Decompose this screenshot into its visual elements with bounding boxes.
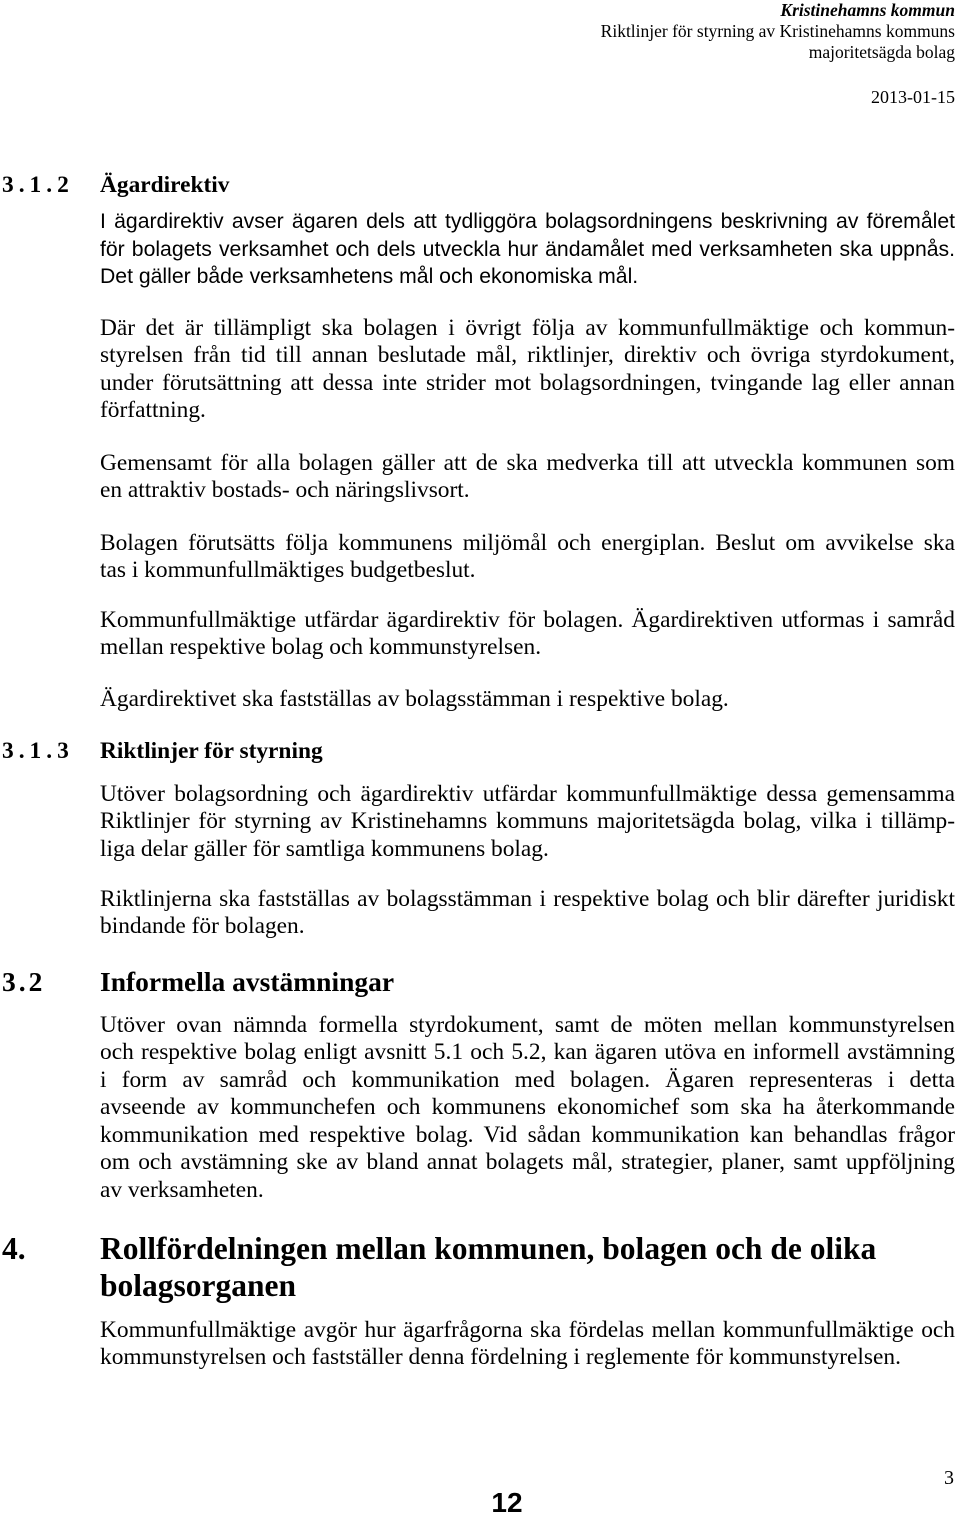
paragraph-line: om och avstämning ske av bland annat bolagets mål, strategier, planer, samt uppföljning [100, 1149, 955, 1176]
paragraph-line: kommunikation med respektive bolag. Vid sådan kommunikation kan behandlas frågor [100, 1121, 955, 1148]
paragraph-line: av verksamheten. [100, 1176, 264, 1203]
paragraph [100, 607, 955, 662]
section-heading: Riktlinjer för styrning [100, 738, 323, 764]
chapter-heading [100, 1230, 876, 1304]
paragraph-line: Gemensamt för alla bolagen gäller att de ska medverka till att utveckla kommunen som [100, 450, 955, 476]
paragraph-line: Ägardirektivet ska fastställas av bolagsstämman i respektive bolag. [100, 686, 729, 712]
paragraph-line: Riktlinjerna ska fastställas av bolagsstämman i respektive bolag och blir därefter juridiskt [100, 886, 955, 912]
paragraph [100, 781, 955, 863]
paragraph-line: kommunstyrelsen och fastställer denna fördelning i reglemente för kommunstyrelsen. [100, 1344, 901, 1371]
paragraph-line: författning. [100, 397, 206, 424]
paragraph-line: Kommunfullmäktige avgör hur ägarfrågorna ska fördelas mellan kommunfullmäktige och [100, 1317, 955, 1343]
paragraph [100, 450, 955, 505]
paragraph-line: Utöver bolagsordning och ägardirektiv utfärdar kommunfullmäktige dessa gemensamma [100, 781, 955, 807]
paragraph-line: en attraktiv bostads- och näringslivsort. [100, 477, 470, 504]
paragraph [100, 1317, 955, 1372]
chapter-heading-line: Rollfördelningen mellan kommunen, bolagen och de olika [100, 1231, 877, 1266]
paragraph-line: Riktlinjer för styrning av Kristinehamns kommuns majoritetsägda bolag, vilka i tillämp- [100, 808, 955, 835]
paragraph-line: Det gäller både verksamhetens mål och ekonomiska mål. [100, 265, 639, 288]
chapter-number: 4. [2, 1231, 26, 1266]
paragraph-line: liga delar gäller för samtliga kommunens bolag. [100, 835, 549, 862]
paragraph-line: och respektive bolag enligt avsnitt 5.1 och 5.2, kan ägaren utöva en informell avstämning [100, 1039, 955, 1066]
paragraph-line: under förutsättning att dessa inte strider mot bolagsordningen, tvingande lag eller annan [100, 369, 955, 396]
paragraph-line: för bolagets verksamhet och dels utveckla hur ändamålet med verksamheten ska uppnås. [100, 237, 955, 261]
paragraph [100, 1012, 955, 1204]
paragraph-line: avseende av kommunchefen och kommunens ekonomichef som ska ha återkommande [100, 1094, 955, 1121]
header-title-line: majoritetsägda bolag [808, 42, 955, 62]
paragraph-line: mellan respektive bolag och kommunstyrelsen. [100, 634, 542, 661]
section-number: 3.2 [2, 966, 46, 997]
paragraph-line: i form av samråd och kommunikation med bolagen. Ägaren representeras i detta [100, 1066, 955, 1093]
paragraph [100, 886, 955, 941]
paragraph [100, 208, 955, 291]
section-heading: Ägardirektiv [100, 172, 230, 198]
paragraph-line: styrelsen från tid till annan beslutade mål, riktlinjer, direktiv och övriga styrdokument, [100, 342, 955, 369]
section-number: 3.1.2 [2, 172, 74, 198]
paragraph [100, 530, 955, 585]
section-number: 3.1.3 [2, 738, 74, 764]
paragraph-line: Där det är tillämpligt ska bolagen i övrigt följa av kommunfullmäktige och kommun- [100, 315, 955, 341]
paragraph-line: I ägardirektiv avser ägaren dels att tydliggöra bolagsordningens beskrivning av föremålet [100, 210, 955, 233]
section-heading: Informella avstämningar [100, 966, 395, 997]
sheet-number: 12 [491, 1487, 523, 1518]
header-organization: Kristinehamns kommun [780, 0, 955, 20]
paragraph-line: Bolagen förutsätts följa kommunens miljömål och energiplan. Beslut om avvikelse ska [100, 530, 955, 556]
paragraph-line: tas i kommunfullmäktiges budgetbeslut. [100, 557, 476, 584]
header-title-line: Riktlinjer för styrning av Kristinehamns kommuns [600, 21, 955, 41]
paragraph [100, 315, 955, 425]
paragraph-line: bindande för bolagen. [100, 913, 305, 940]
paragraph [100, 686, 955, 713]
paragraph-line: Kommunfullmäktige utfärdar ägardirektiv för bolagen. Ägardirektiven utformas i samråd [100, 607, 955, 633]
paragraph-line: Utöver ovan nämnda formella styrdokument, samt de möten mellan kommunstyrelsen [100, 1012, 955, 1038]
page-number: 3 [944, 1467, 954, 1489]
chapter-heading-line: bolagsorganen [100, 1268, 297, 1303]
header-date: 2013-01-15 [871, 87, 955, 107]
running-header [601, 0, 955, 63]
